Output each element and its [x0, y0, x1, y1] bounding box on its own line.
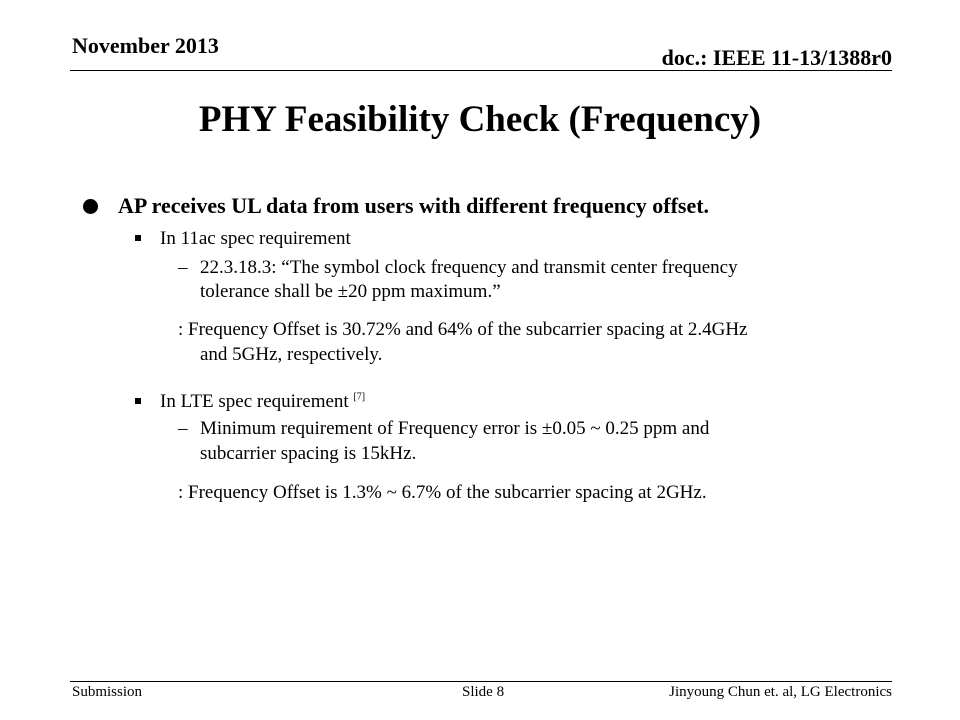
section1-heading: In 11ac spec requirement — [160, 228, 351, 249]
square-bullet-icon — [135, 235, 141, 241]
section2-heading — [160, 391, 365, 413]
main-bullet-text: AP receives UL data from users with different frequency offset. — [118, 193, 710, 218]
section1-dash-line1: 22.3.18.3: “The symbol clock frequency and transmit center frequency — [200, 257, 738, 278]
header-doc-id: doc.: IEEE 11-13/1388r0 — [661, 45, 892, 70]
header-date: November 2013 — [72, 33, 219, 58]
header-divider — [70, 70, 892, 71]
footer-slide-number: Slide 8 — [462, 684, 505, 700]
dash-icon: – — [178, 418, 188, 439]
square-bullet-icon — [135, 398, 141, 404]
section1-note-line1: : Frequency Offset is 30.72% and 64% of the subcarrier spacing at 2.4GHz — [178, 319, 748, 340]
section2-dash-line2: subcarrier spacing is 15kHz. — [200, 443, 417, 464]
slide-title: PHY Feasibility Check (Frequency) — [198, 99, 762, 140]
footer-author: Jinyoung Chun et. al, LG Electronics — [669, 684, 892, 700]
section1-note-line2: and 5GHz, respectively. — [200, 344, 383, 365]
round-bullet-icon — [83, 199, 98, 214]
section2-heading-text: In LTE spec requirement — [160, 391, 349, 412]
section1-dash-line2: tolerance shall be ±20 ppm maximum.” — [200, 281, 501, 302]
section2-dash-line1: Minimum requirement of Frequency error is ±0.05 ~ 0.25 ppm and — [200, 418, 710, 439]
section2-reference: [7] — [353, 391, 366, 403]
section2-note-line1: : Frequency Offset is 1.3% ~ 6.7% of the subcarrier spacing at 2GHz. — [178, 482, 707, 503]
footer-submission: Submission — [72, 684, 143, 700]
footer-divider — [70, 681, 892, 682]
dash-icon: – — [178, 257, 188, 278]
